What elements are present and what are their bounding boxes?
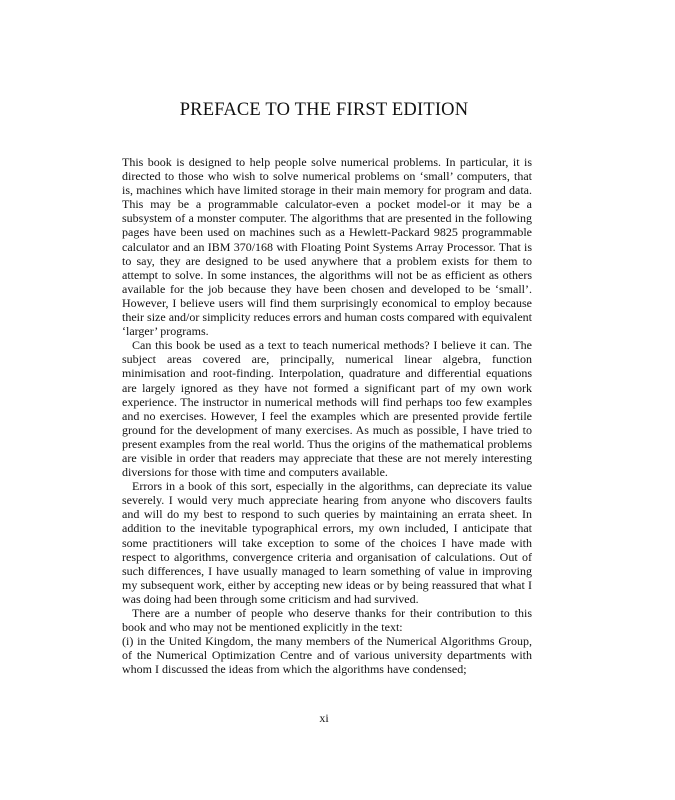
paragraph-teaching: Can this book be used as a text to teach numerical methods? I believe it can. The subject areas covered are, principally, numerical linear algebra, function minimisation and root-finding. Interpolation, quadrature and differential equations are largely ignored as they have not formed a significant part of my own work experience. The instructor in numerical methods will find perhaps too few examples and no exercises. However, I feel the examples which are presented provide fertile ground for the development of many exercises. As much as possible, I have tried to present examples from the real world. Thus the origins of the mathematical problems are visible in order that readers may appreciate that these are not merely interesting diversions for those with time and computers available. — [122, 338, 532, 480]
paragraph-list-item-i: (i) in the United Kingdom, the many members of the Numerical Algorithms Group, of the Numerical Optimization Centre and of various university departments with whom I discussed the ideas from which the algorithms have condensed; — [122, 634, 532, 677]
preface-body — [122, 155, 532, 676]
page-title: PREFACE TO THE FIRST EDITION — [179, 100, 469, 120]
paragraph-intro: This book is designed to help people solve numerical problems. In particular, it is directed to those who wish to solve numerical problems on ‘small’ computers, that is, machines which have limited storage in their main memory for program and data. This may be a programmable calculator-even a pocket model-or it may be a subsystem of a monster computer. The algorithms that are presented in the following pages have been used on machines such as a Hewlett-Packard 9825 programmable calculator and an IBM 370/168 with Floating Point Systems Array Processor. That is to say, they are designed to be used anywhere that a problem exists for them to attempt to solve. In some instances, the algorithms will not be as efficient as others available for the job because they have been chosen and developed to be ‘small’. However, I believe users will find them surprisingly economical to employ because their size and/or simplicity reduces errors and human costs compared with equivalent ‘larger’ programs. — [122, 155, 532, 339]
paragraph-thanks: There are a number of people who deserve thanks for their contribution to this book and who may not be mentioned explicitly in the text: — [122, 606, 532, 635]
paragraph-errors: Errors in a book of this sort, especially in the algorithms, can depreciate its value severely. I would very much appreciate hearing from anyone who discovers faults and will do my best to respond to such queries by maintaining an errata sheet. In addition to the inevitable typographical errors, my own included, I anticipate that some practitioners will take exception to some of the choices I have made with respect to algorithms, convergence criteria and organisation of calculations. Out of such differences, I have usually managed to learn something of value in improving my subsequent work, either by accepting new ideas or by being reassured that what I was doing had been through some criticism and had survived. — [122, 479, 532, 606]
page-number: xi — [319, 711, 329, 725]
